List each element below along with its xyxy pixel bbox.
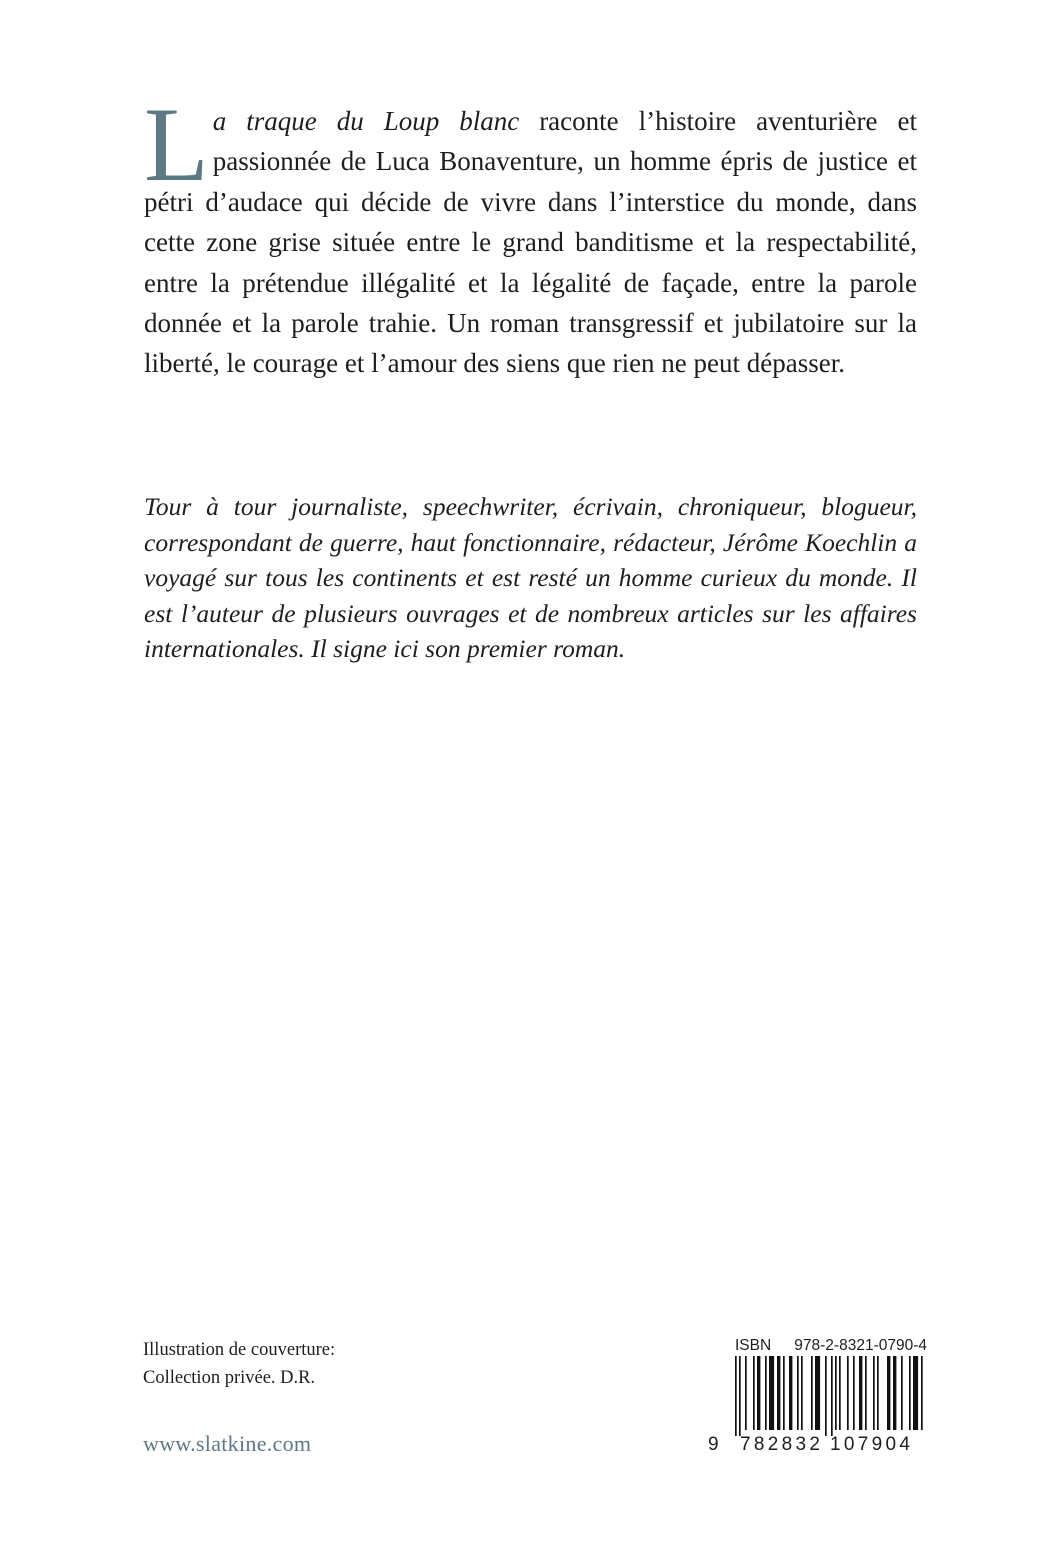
barcode-bar bbox=[873, 1356, 875, 1430]
barcode-bar bbox=[847, 1356, 849, 1430]
barcode-bar bbox=[789, 1356, 792, 1430]
barcode-bar bbox=[831, 1356, 833, 1436]
barcode-bar bbox=[757, 1356, 760, 1430]
barcode-digits-left: 782832 bbox=[740, 1434, 824, 1455]
barcode-bar bbox=[777, 1356, 780, 1430]
barcode-bars bbox=[735, 1356, 927, 1436]
illustration-credit-value: Collection privée. D.R. bbox=[143, 1368, 316, 1388]
illustration-credit-label: Illustration de couverture: bbox=[143, 1340, 336, 1360]
barcode-digits bbox=[708, 1434, 926, 1458]
isbn-line bbox=[735, 1337, 927, 1355]
barcode-bar bbox=[783, 1356, 785, 1430]
barcode-bar bbox=[753, 1356, 755, 1430]
barcode-bar bbox=[745, 1356, 747, 1430]
barcode-bar bbox=[811, 1356, 813, 1430]
barcode-bar bbox=[797, 1356, 799, 1430]
barcode-bar bbox=[865, 1356, 867, 1430]
barcode-bar bbox=[859, 1356, 862, 1430]
barcode-digits-right: 107904 bbox=[830, 1434, 914, 1455]
barcode-digit-first: 9 bbox=[708, 1434, 719, 1455]
barcode-bar bbox=[909, 1356, 911, 1430]
isbn-label: ISBN bbox=[735, 1337, 772, 1354]
barcode-bar bbox=[769, 1356, 774, 1430]
barcode-bar bbox=[801, 1356, 803, 1430]
barcode-bar bbox=[913, 1356, 918, 1430]
barcode-bar bbox=[835, 1356, 837, 1430]
synopsis-text: raconte l’histoire aventurière et passionnée de Luca Bonaventure, un homme épris de justice et pétri d’audace qui décide de vivre dans l’interstice du monde, dans cette zone grise située entre le grand banditisme et la respectabilité, entre la prétendue illégalité et la légalité de façade, entre la parole donnée et la parole trahie. Un roman transgressif et jubilatoire sur la liberté, le courage et l’amour des siens que rien ne peut dépasser. bbox=[144, 106, 917, 379]
drop-cap: L bbox=[144, 86, 209, 203]
author-bio: Tour à tour journaliste, speechwriter, écrivain, chroniqueur, blogueur, correspondant de guerre, haut fonctionnaire, rédacteur, Jérôme Koechlin a voyagé sur tous les continents et est resté un homme curieux du monde. Il est l’auteur de plusieurs ouvrages et de nombreux articles sur les affaires internationales. Il signe ici son premier roman. bbox=[144, 492, 917, 664]
barcode-bar bbox=[735, 1356, 737, 1436]
barcode-bar bbox=[739, 1356, 741, 1436]
barcode-bar bbox=[901, 1356, 903, 1430]
barcode-bar bbox=[921, 1356, 923, 1430]
synopsis-paragraph bbox=[144, 86, 917, 384]
barcode-bar bbox=[877, 1356, 879, 1430]
barcode-bar bbox=[765, 1356, 767, 1430]
publisher-website: www.slatkine.com bbox=[143, 1431, 312, 1456]
barcode-bar bbox=[853, 1356, 855, 1430]
barcode-bar bbox=[893, 1356, 896, 1430]
barcode-bar bbox=[887, 1356, 890, 1430]
barcode-bar bbox=[825, 1356, 827, 1436]
isbn-number: 978-2-8321-0790-4 bbox=[794, 1337, 927, 1354]
barcode-bar bbox=[815, 1356, 820, 1430]
barcode-bar bbox=[839, 1356, 841, 1430]
book-title-italic: a traque du Loup blanc bbox=[212, 106, 520, 136]
